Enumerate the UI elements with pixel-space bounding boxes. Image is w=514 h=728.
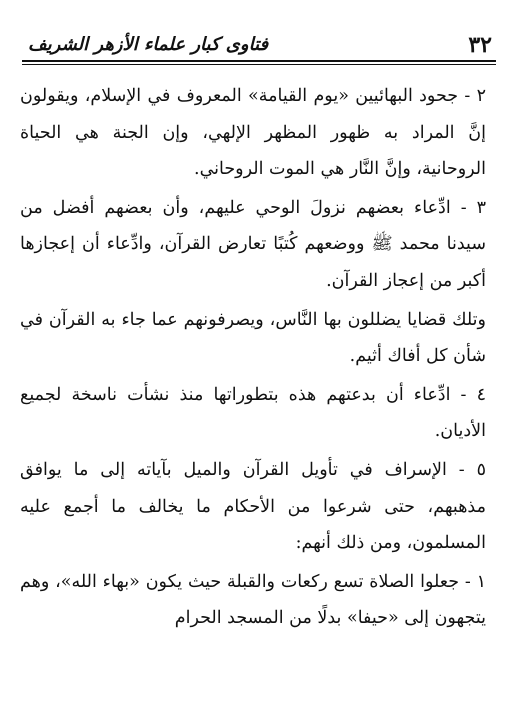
- paragraph-subitem-1: ١ - جعلوا الصلاة تسع ركعات والقبلة حيث يكون «بهاء الله»، وهم يتجهون إلى «حيفا» بدلًا من المسجد الحرام: [20, 571, 486, 629]
- page-header: [22, 30, 496, 64]
- paragraph-item-2: ٢ - جحود البهائيين «يوم القيامة» المعروف في الإسلام، ويقولون إنَّ المراد به ظهور المظهر الإلهي، وإن الجنة هي الحياة الروحانية، وإنَّ النَّار هي الموت الروحاني.: [20, 86, 486, 180]
- page-number: ٣٢: [468, 32, 492, 58]
- header-rule-thick: [22, 60, 496, 62]
- paragraph-commentary: وتلك قضايا يضللون بها النَّاس، ويصرفونهم عما جاء به القرآن في شأن كل أفاك أثيم.: [20, 309, 486, 367]
- paragraph-item-5: ٥ - الإسراف في تأويل القرآن والميل بآياته إلى ما يوافق مذهبهم، حتى شرعوا من الأحكام ما يخالف ما أجمع عليه المسلمون، ومن ذلك أنهم:: [20, 459, 486, 554]
- paragraph-item-3: ٣ - ادِّعاء بعضهم نزولَ الوحي عليهم، وأن بعضهم أفضل من سيدنا محمد ﷺ ووضعهم كُتبًا تعارض القرآن، وادِّعاء أن إعجازها أكبر من إعجاز القرآن.: [20, 197, 486, 291]
- body-text: [20, 78, 486, 637]
- header-rule-thin: [22, 64, 496, 65]
- running-title: فتاوى كبار علماء الأزهر الشريف: [28, 34, 269, 55]
- paragraph-item-4: ٤ - ادِّعاء أن بدعتهم هذه بتطوراتها منذ نشأت ناسخة لجميع الأديان.: [20, 384, 486, 442]
